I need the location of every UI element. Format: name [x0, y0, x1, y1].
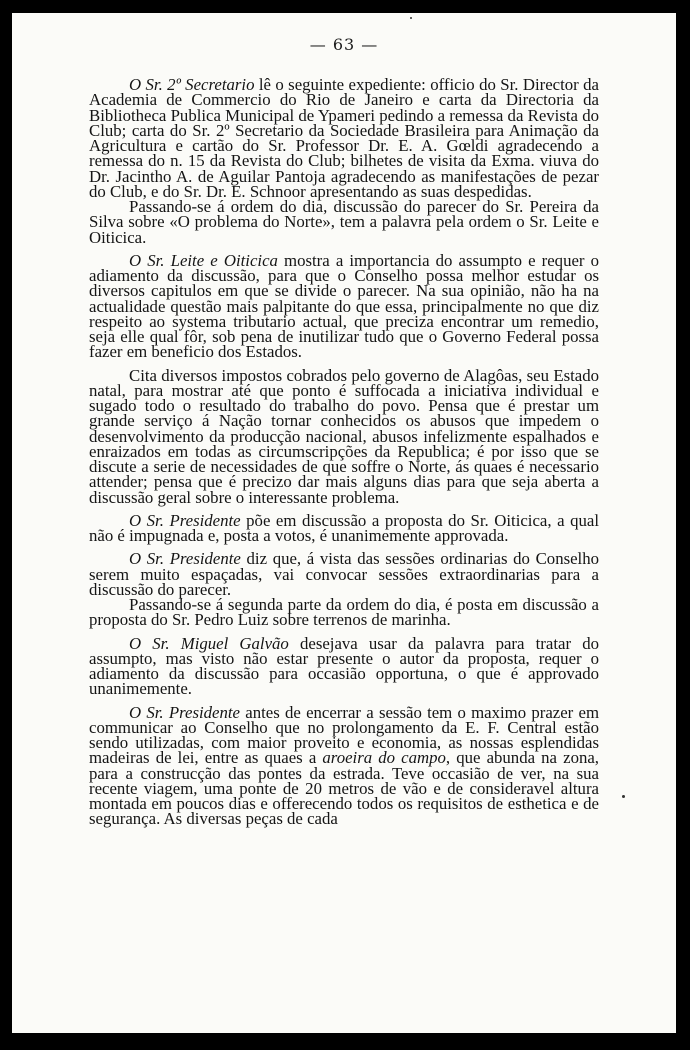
paragraph-text: lê o seguinte expediente: officio do Sr. Director da Academia de Commercio do Rio de Janeiro e carta da Directoria da Bibliotheca Publica Municipal de Ypameri pedindo a remessa da Revista do Club; carta do Sr. 2º Secretario da Sociedade Brasileira para Animação da Agricultura e cartão do Sr. Professor Dr. E. A. Gœldi agradecendo a remessa do n. 15 da Revista do Club; bilhetes de visita da Exma. viuva do Dr. Jacintho A. de Aguilar Pantoja agradecendo as manifestações de pezar do Club, e do Sr. Dr. E. Schnoor apresentando as suas despedidas. [89, 75, 600, 201]
paragraph-text: Passando-se á ordem do dia, discussão do parecer do Sr. Pereira da Silva sobre «O problema do Norte», tem a palavra pela ordem o Sr. Leite e Oiticica. [89, 197, 599, 247]
ink-speck [410, 17, 412, 19]
page-number: — 63 — [309, 35, 379, 54]
emphasis-text: aroeira do campo [322, 748, 446, 768]
paragraph-ordem-do-dia [89, 199, 599, 245]
speaker-name: O Sr. Presidente [129, 549, 241, 569]
paragraph-text: antes de encerrar a sessão tem o maximo prazer em communicar ao Conselho que no prolongamento da E. F. Central estão sendo utilizadas, com maior proveito e economia, as nossas esplendidas madeiras de lei, entre as quaes a [89, 702, 600, 768]
speaker-name: O Sr. Leite e Oiticica [129, 250, 278, 270]
scanned-page [12, 13, 676, 1033]
paragraph-text: diz que, á vista das sessões ordinarias do Conselho serem muito espaçadas, vai convocar sessões extraordinarias para a discussão do parecer. [89, 549, 600, 599]
paragraph-impostos [89, 365, 599, 507]
paragraph-text-after: , que abunda na zona, para a construcção das pontes da estrada. Teve occasião de ver, na sua recente viagem, uma ponte de 20 metros de vão e de consideravel altura montada em poucos dias e offerecendo todos os requisitos de esthetica e de segurança. As diversas peças de cada [89, 748, 599, 829]
speaker-name: O Sr. 2º Secretario [129, 75, 255, 94]
speaker-name: O Sr. Miguel Galvão [129, 633, 289, 653]
paragraph-text: põe em discussão a proposta do Sr. Oiticica, a qual não é impugnada e, posta a votos, é unanimemente approvada. [89, 510, 599, 545]
paragraph-leite-oiticica [89, 250, 600, 362]
paragraph-presidente-sessoes [89, 551, 599, 597]
paragraph-miguel-galvao [89, 633, 599, 699]
paragraph-segunda-parte [89, 597, 599, 628]
speaker-name: O Sr. Presidente [129, 702, 241, 722]
paragraph-presidente-votacao [89, 510, 599, 545]
speaker-name: O Sr. Presidente [129, 510, 241, 530]
minutes-text [89, 77, 599, 827]
paragraph-expediente [89, 77, 599, 199]
ink-speck [622, 795, 625, 798]
paragraph-text: Cita diversos impostos cobrados pelo governo de Alagôas, seu Estado natal, para mostrar até que ponto é suffocada a iniciativa individual e sugado todo o resultado do trabalho do povo. Pensa que é prestar um grande serviço á Nação tornar conhecidos os abusos que impedem o desenvolvimento da producção nacional, abusos infelizmente espalhados e enraizados em todas as circumscripções da Republica; é por isso que se discute a serie de necessidades de que soffre o Norte, ás quaes é necessario attender; pensa que é precizo dar mais alguns dias para que seja aberta a discussão geral sobre o interessante problema. [89, 365, 599, 507]
paragraph-text: Passando-se á segunda parte da ordem do dia, é posta em discussão a proposta do Sr. Pedro Luiz sobre terrenos de marinha. [89, 595, 599, 630]
paragraph-text: mostra a importancia do assumpto e requer o adiamento da discussão, para que o Conselho possa melhor estudar os diversos capitulos em que se divide o parecer. Na sua opinião, não ha na actualidade questão mais palpitante do que essa, principalmente no que diz respeito ao systema tributario actual, que preciza encontrar um remedio, seja elle qual fôr, sob pena de inutilizar tudo que o Governo Federal possa fazer em beneficio dos Estados. [89, 250, 600, 362]
paragraph-presidente-madeiras [89, 702, 600, 829]
paragraph-text: desejava usar da palavra para tratar do assumpto, mas visto não estar presente o autor da proposta, requer o adiamento da discussão para occasião opportuna, o que é approvado unanimemente. [89, 633, 599, 699]
